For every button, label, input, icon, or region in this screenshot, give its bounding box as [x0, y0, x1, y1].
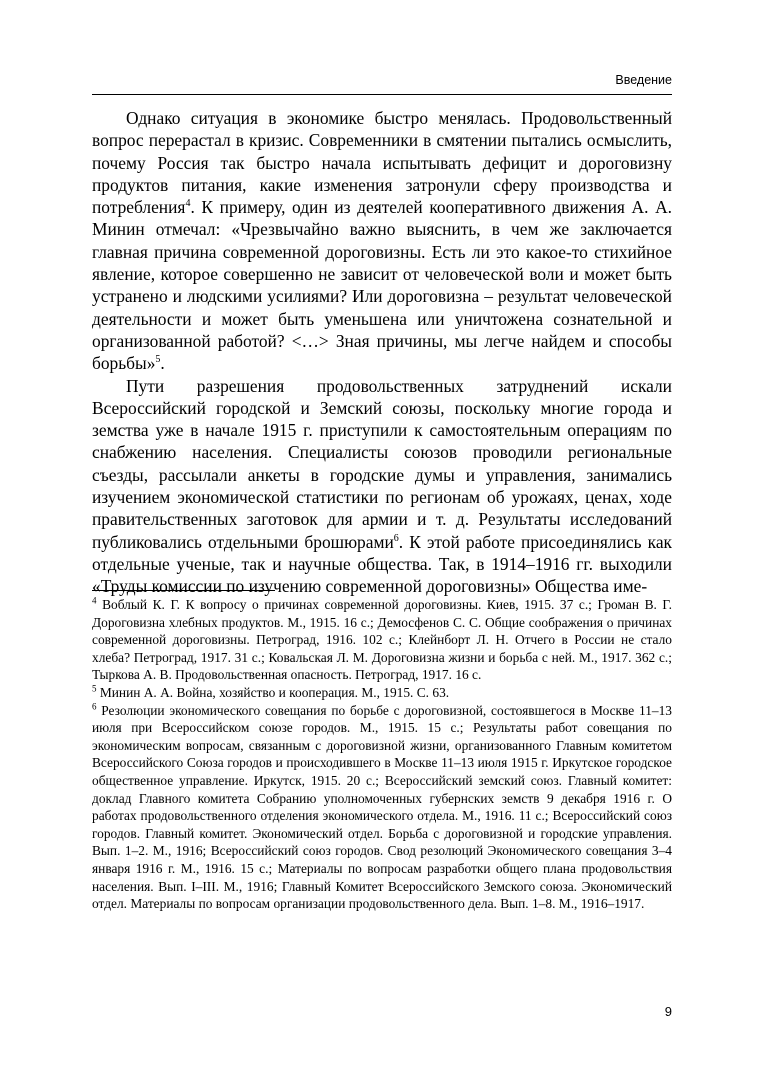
footnote-text: Воблый К. Г. К вопросу о причинах современной дороговизны. Киев, 1915. 37 с.; Громан В. Г. Дороговизна хлебных продуктов. М., 1915. 16 с.; Демосфенов С. С. Общие соображения о причинах современной дороговизны. Петроград, 1916. 102 с.; Клейнборт Л. Н. Отчего в России не стало хлеба? Петроград, 1917. 31 с.; Ковальская Л. М. Дороговизна жизни и борьба с ней. М., 1917. 362 с.; Тыркова А. В. Продовольственная опасность. Петроград, 1917. 16 с. — [92, 597, 672, 683]
footnote-number: 6 — [92, 701, 97, 712]
footnote-text: Минин А. А. Война, хозяйство и кооперация. М., 1915. С. 63. — [96, 684, 450, 700]
footnotes — [92, 596, 672, 913]
paragraph-1 — [92, 107, 672, 375]
paragraph-1-text-a: Однако ситуация в экономике быстро менялась. Продовольственный вопрос перерастал в кризис. Современники в смятении пытались осмыслить, почему Россия так быстро начала испытывать дефицит и дороговизну продуктов питания, какие изменения затронули сферу производства и потребления — [92, 108, 672, 218]
main-text — [92, 107, 672, 598]
page-number: 9 — [664, 1004, 672, 1019]
footnote-5 — [92, 684, 672, 702]
paragraph-2 — [92, 375, 672, 598]
footnote-ref-6[interactable]: 6 — [393, 532, 399, 544]
footnote-6 — [92, 702, 672, 913]
footnote-text: Резолюции экономического совещания по борьбе с дороговизной, состоявшегося в Москве 11–13 июля при Всероссийском союзе городов. М., 1915. 15 с.; Результаты работ совещания по экономическим вопросам, связанным с дороговизной жизни, организованного Главным комитетом Всероссийского Союза городов и происходившего в Москве 11–13 июля 1915 г. Иркутское городское общественное управление. Иркутск, 1915. 20 с.; Всероссийский земский союз. Главный комитет: доклад Главного комитета Собранию уполномоченных губернских земств 9 декабря 1916 г. О работах продовольственного отделения экономического отдела. М., 1916. 11 с.; Всероссийский союз городов. Главный комитет. Экономический отдел. Борьба с дороговизной и городские управления. Вып. 1–2. М., 1916; Всероссийский союз городов. Свод резолюций Экономического совещания 3–4 января 1916 г. М., 1916. 15 с.; Материалы по вопросам разработки общего плана продовольствия населения. Вып. I–III. М., 1916; Главный Комитет Всероссийского Земского союза. Экономический отдел. Материалы по вопросам организации продовольственного дела. Вып. 1–8. М., 1916–1917. — [92, 702, 672, 912]
footnote-ref-5[interactable]: 5 — [155, 354, 161, 366]
footnote-separator — [92, 590, 275, 591]
footnote-4 — [92, 596, 672, 684]
footnote-ref-4[interactable]: 4 — [185, 198, 191, 210]
paragraph-1-text-b: . К примеру, один из деятелей кооперативного движения А. А. Минин отмечал: «Чрезвычайно важно выяснить, в чем же заключается главная причина современной дороговизны. Есть ли это какое-то стихийное явление, которое совершенно не зависит от человеческой воли и может быть устранено и людскими усилиями? Или дороговизна – результат человеческой деятельности и может быть уменьшена или уничтожена сознательной и организованной работой? <…> Зная причины, мы легче найдем и способы борьбы» — [92, 197, 672, 374]
running-head: Введение — [615, 73, 672, 87]
paragraph-2-text-b: . К этой работе присоединялись как отдельные ученые, так и научные общества. Так, в 1914–1916 гг. выходили «Труды комиссии по изучению современной дороговизны» Общества име- — [92, 531, 673, 597]
footnote-number: 4 — [92, 595, 97, 606]
header-rule — [92, 94, 672, 95]
paragraph-1-text-c: . — [160, 353, 165, 374]
footnote-number: 5 — [92, 683, 97, 694]
paragraph-2-text-a: Пути разрешения продовольственных затруднений искали Всероссийский городской и Земский союзы, поскольку многие города и земства уже в начале 1915 г. приступили к самостоятельным операциям по снабжению населения. Специалисты союзов проводили региональные съезды, рассылали анкеты в городские думы и управления, занимались изучением экономической статистики по регионам об урожаях, ценах, ходе правительственных заготовок для армии и т. д. Результаты исследований публиковались отдельными брошюрами — [92, 375, 672, 552]
